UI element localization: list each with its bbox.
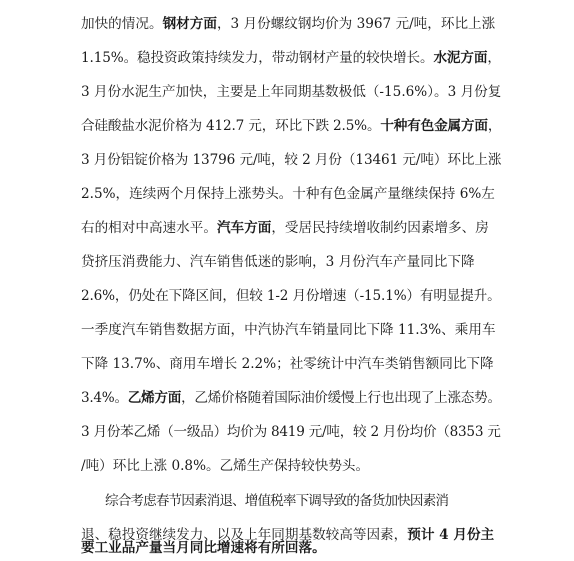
text-run: ，3 月份螺纹钢均价为 3967 元/吨，环比上涨 — [216, 16, 496, 32]
bold-conclusion: 预计 4 月份主 — [407, 527, 495, 543]
text-run: 3.4%。 — [81, 390, 128, 406]
text-run: 下降 13.7%、商用车增长 2.2%；社零统计中汽车类销售额同比下降 — [81, 356, 494, 372]
bold-conclusion: 要工业品产量当月同比增速将有所回落。 — [81, 540, 326, 556]
text-run: 3 月份铝锭价格为 13796 元/吨，较 2 月份（13461 元/吨）环比上涨 — [81, 152, 502, 168]
paragraph-2-line-1 — [105, 492, 525, 510]
paragraph-1-line-12 — [81, 389, 501, 407]
text-run: 2.6%，仍处在下降区间，但较 1-2 月份增速（-15.1%）有明显提升。 — [81, 288, 501, 304]
text-run: 3 月份苯乙烯（一级品）均价为 8419 元/吨，较 2 月份均价（8353 元 — [81, 424, 501, 440]
text-run: 综合考虑春节因素消退、增值税率下调导致的备货加快因素消 — [105, 493, 449, 509]
text-run: 右的相对中高速水平。 — [81, 220, 217, 236]
paragraph-1-line-14 — [81, 457, 501, 475]
text-run: 1.15%。稳投资政策持续发力，带动钢材产量的较快增长。 — [81, 50, 434, 66]
paragraph-1-line-11 — [81, 355, 501, 373]
text-run: /吨）环比上涨 0.8%。乙烯生产保持较快势头。 — [81, 458, 370, 474]
paragraph-1-line-8 — [81, 253, 501, 271]
bold-heading-nonferrous: 十种有色金属方面 — [380, 118, 488, 134]
bold-heading-cement: 水泥方面 — [433, 50, 488, 66]
text-run: 2.5%，连续两个月保持上涨势头。十种有色金属产量继续保持 6%左 — [81, 186, 495, 202]
text-run: 一季度汽车销售数据方面，中汽协汽车销量同比下降 11.3%、乘用车 — [81, 322, 496, 338]
paragraph-1-line-9 — [81, 287, 501, 305]
paragraph-1-line-6 — [81, 185, 501, 203]
paragraph-1-line-5 — [81, 151, 501, 169]
paragraph-1-line-3 — [81, 83, 501, 101]
paragraph-1-line-1 — [81, 15, 501, 33]
text-run: 退、稳投资继续发力、以及上年同期基数较高等因素， — [81, 527, 408, 543]
paragraph-1-line-13 — [81, 423, 501, 441]
paragraph-1-line-4 — [81, 117, 501, 135]
paragraph-1-line-10 — [81, 321, 501, 339]
paragraph-1-line-7 — [81, 219, 501, 237]
text-run: 3 月份水泥生产加快，主要是上年同期基数极低（-15.6%）。3 月份复 — [81, 84, 502, 100]
paragraph-2-line-3 — [81, 539, 501, 557]
text-run: 贷挤压消费能力、汽车销售低迷的影响，3 月份汽车产量同比下降 — [81, 254, 475, 270]
bold-heading-auto: 汽车方面 — [216, 220, 272, 236]
bold-heading-steel: 钢材方面 — [162, 16, 217, 32]
paragraph-1-line-2 — [81, 49, 501, 67]
text-run: 合硅酸盐水泥价格为 412.7 元，环比下跌 2.5%。 — [81, 118, 381, 134]
text-run: ，乙烯价格随着国际油价缓慢上行也出现了上涨态势。 — [181, 390, 501, 406]
text-run: 加快的情况。 — [81, 16, 163, 32]
bold-heading-ethylene: 乙烯方面 — [127, 390, 182, 406]
text-run: ， — [487, 118, 502, 134]
text-run: ， — [487, 50, 501, 66]
text-run: ，受居民持续增收制约因素增多、房 — [271, 220, 489, 236]
